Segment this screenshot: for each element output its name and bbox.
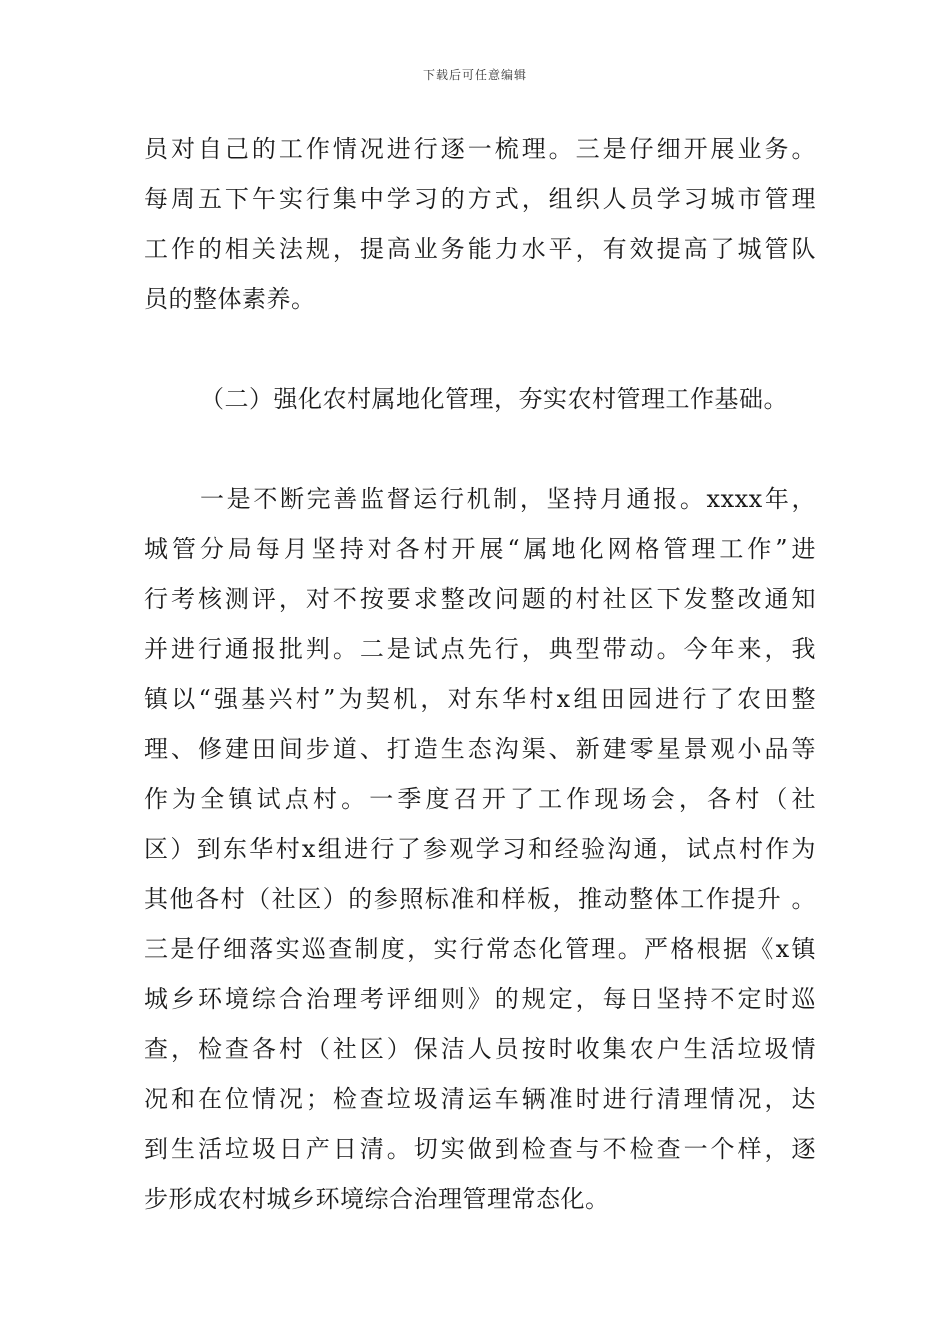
paragraph-line: 员的整体素养。 [144, 285, 316, 313]
paragraph-line: 行考核测评，对不按要求整改问题的村社区下发整改通知 [144, 585, 816, 613]
paragraph-line: 区）到东华村x组进行了参观学习和经验沟通，试点村作为 [144, 835, 816, 863]
paragraph-line: 三是仔细落实巡查制度，实行常态化管理。严格根据《x镇 [144, 935, 816, 963]
paragraph-spacer [144, 324, 816, 374]
paragraph-line: 镇以“强基兴村”为契机，对东华村x组田园进行了农田整 [144, 685, 816, 713]
paragraph-line: 城管分局每月坚持对各村开展“属地化网格管理工作”进 [144, 535, 816, 563]
section-heading-text: （二）强化农村属地化管理，夯实农村管理工作基础。 [200, 385, 788, 413]
paragraph-line: 并进行通报批判。二是试点先行，典型带动。今年来，我 [144, 635, 816, 663]
paragraph-line: 况和在位情况；检查垃圾清运车辆准时进行清理情况，达 [144, 1085, 816, 1113]
document-body [144, 124, 816, 1224]
paragraph-spacer [144, 424, 816, 474]
paragraph-line: 查，检查各村（社区）保洁人员按时收集农户生活垃圾情 [144, 1035, 816, 1063]
paragraph-line: 作为全镇试点村。一季度召开了工作现场会，各村（社 [144, 785, 816, 813]
paragraph-line: 理、修建田间步道、打造生态沟渠、新建零星景观小品等 [144, 735, 816, 763]
paragraph-1 [144, 124, 816, 324]
paragraph-line: 城乡环境综合治理考评细则》的规定，每日坚持不定时巡 [144, 985, 816, 1013]
paragraph-line: 每周五下午实行集中学习的方式，组织人员学习城市管理 [144, 185, 816, 213]
paragraph-line: 工作的相关法规，提高业务能力水平，有效提高了城管队 [144, 235, 816, 263]
paragraph-line: 到生活垃圾日产日清。切实做到检查与不检查一个样，逐 [144, 1135, 816, 1163]
paragraph-2 [144, 474, 816, 1224]
paragraph-line: 步形成农村城乡环境综合治理管理常态化。 [144, 1185, 610, 1213]
paragraph-line: 员对自己的工作情况进行逐一梳理。三是仔细开展业务。 [144, 135, 816, 163]
section-heading [144, 374, 816, 424]
header-note: 下载后可任意编辑 [422, 68, 527, 82]
paragraph-line: 其他各村（社区）的参照标准和样板，推动整体工作提升 。 [144, 885, 816, 913]
paragraph-line: 一是不断完善监督运行机制，坚持月通报。xxxx年， [200, 485, 816, 513]
